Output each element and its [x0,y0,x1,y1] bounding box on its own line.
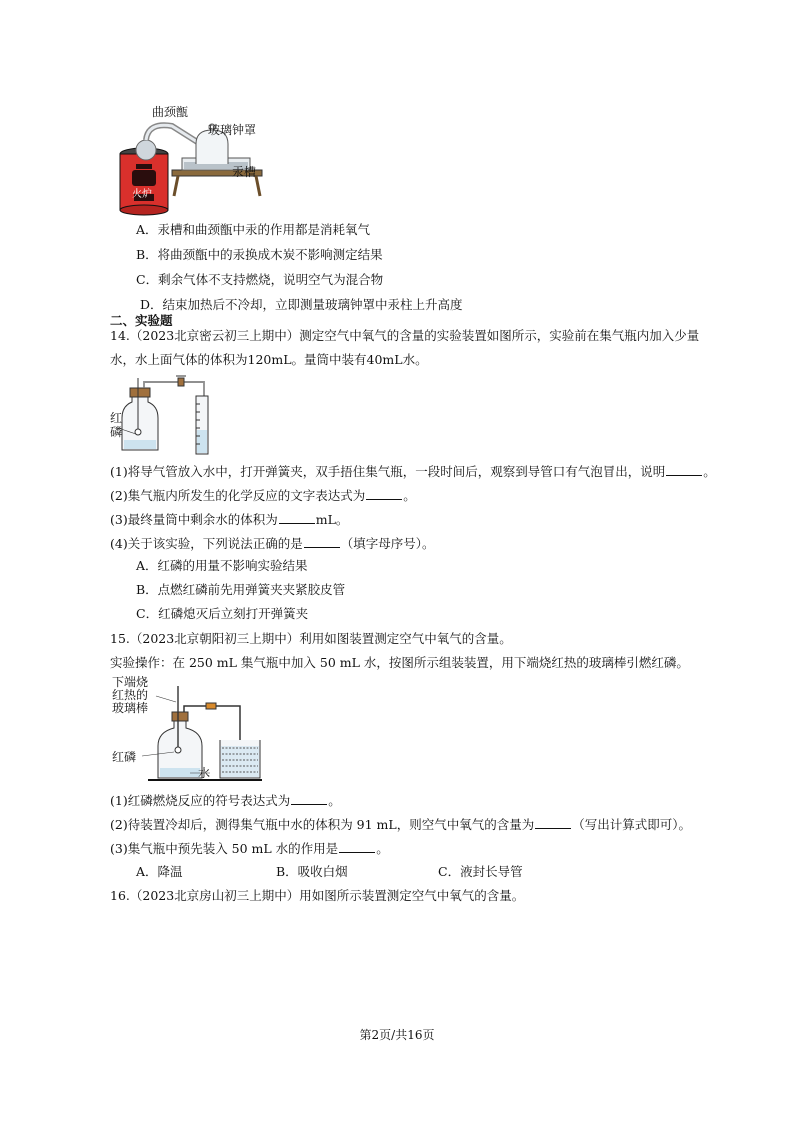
q15-sub2-end: （写出计算式即可）。 [572,817,691,832]
q13-option-d: D．结束加热后不冷却，立即测量玻璃钟罩中汞柱上升高度 [140,297,463,312]
q13-option-a: A．汞槽和曲颈甑中汞的作用都是消耗氧气 [136,222,371,237]
q14-sub1 [110,463,716,480]
section-heading-experiments: 二、实验题 [110,313,173,328]
q14-option-a: A．红磷的用量不影响实验结果 [136,558,308,573]
label-red-phosphorus: 红磷 [112,750,137,764]
q15-operation: 实验操作：在 250 mL 集气瓶中加入 50 mL 水，按图所示组装装置，用下端烧红热的玻璃棒引燃红磷。 [110,655,689,670]
q14-sub4-end: （填字母序号）。 [340,536,435,551]
q16-stem: 16.（2023北京房山初三上期中）用如图所示装置测定空气中氧气的含量。 [110,888,525,903]
q15-sub1-blank[interactable] [291,792,327,805]
q15-sub3-blank[interactable] [339,840,375,853]
q14-sub2 [110,487,416,504]
q15-sub3-text: (3)集气瓶中预先装入 50 mL 水的作用是 [110,841,339,856]
label-hot-rod-2: 红热的 [112,688,149,702]
label-phosphorus: 磷 [110,425,123,439]
q14-sub1-end: 。 [703,464,716,479]
page-footer: 第2页/共16页 [359,1028,435,1042]
q15-sub2-text: (2)待装置冷却后，测得集气瓶中水的体积为 91 mL，则空气中氧气的含量为 [110,817,535,832]
q14-apparatus-drawing [110,374,220,456]
q15-sub3-end: 。 [376,841,389,856]
q14-sub1-blank[interactable] [666,463,702,476]
q14-sub3-text: (3)最终量筒中剩余水的体积为 [110,512,278,527]
label-furnace: 火炉 [132,189,152,200]
q15-sub1 [110,792,341,809]
q14-stem-line1: 14.（2023北京密云初三上期中）测定空气中氧气的含量的实验装置如图所示，实验前在集气瓶内加入少量 [110,328,700,343]
q15-sub2 [110,816,691,833]
figure-lavoisier-apparatus [112,104,272,216]
q14-sub1-text: (1)将导气管放入水中，打开弹簧夹，双手捂住集气瓶，一段时间后，观察到导管口有气泡冒出，说明 [110,464,666,479]
q14-sub2-end: 。 [403,488,416,503]
q14-sub4-blank[interactable] [304,535,340,548]
label-hot-rod-3: 玻璃棒 [112,701,149,715]
label-bell-jar: 玻璃钟罩 [208,123,257,137]
label-water: 水 [198,766,211,780]
q15-sub2-blank[interactable] [535,816,571,829]
q15-option-c: C．液封长导管 [438,864,523,879]
q15-option-b: B．吸收白烟 [276,864,348,879]
label-retort: 曲颈甑 [152,105,189,119]
q15-sub3 [110,840,389,857]
q14-sub4-text: (4)关于该实验，下列说法正确的是 [110,536,303,551]
q14-sub3 [110,511,348,528]
q15-option-a: A．降温 [136,864,183,879]
q14-sub2-text: (2)集气瓶内所发生的化学反应的文字表达式为 [110,488,366,503]
q15-sub1-text: (1)红磷燃烧反应的符号表达式为 [110,793,291,808]
q14-stem-line2: 水，水上面气体的体积为120mL。量筒中装有40mL水。 [110,352,428,367]
q14-option-c: C．红磷熄灭后立刻打开弹簧夹 [136,606,309,621]
label-hot-rod-1: 下端烧 [112,675,149,689]
q14-sub3-blank[interactable] [279,511,315,524]
q13-option-b: B．将曲颈甑中的汞换成木炭不影响测定结果 [136,247,383,262]
q13-option-c: C．剩余气体不支持燃烧，说明空气为混合物 [136,272,384,287]
label-mercury-trough: 汞槽 [232,165,257,179]
q14-sub4 [110,535,434,552]
label-red: 红 [110,411,123,425]
q14-sub3-end: mL。 [315,512,349,527]
figure-q15-apparatus [112,676,268,784]
q15-stem: 15.（2023北京朝阳初三上期中）利用如图装置测定空气中氧气的含量。 [110,631,512,646]
figure-q14-apparatus [110,374,220,456]
q14-sub2-blank[interactable] [366,487,402,500]
q14-option-b: B．点燃红磷前先用弹簧夹夹紧胶皮管 [136,582,346,597]
q15-sub1-end: 。 [328,793,341,808]
